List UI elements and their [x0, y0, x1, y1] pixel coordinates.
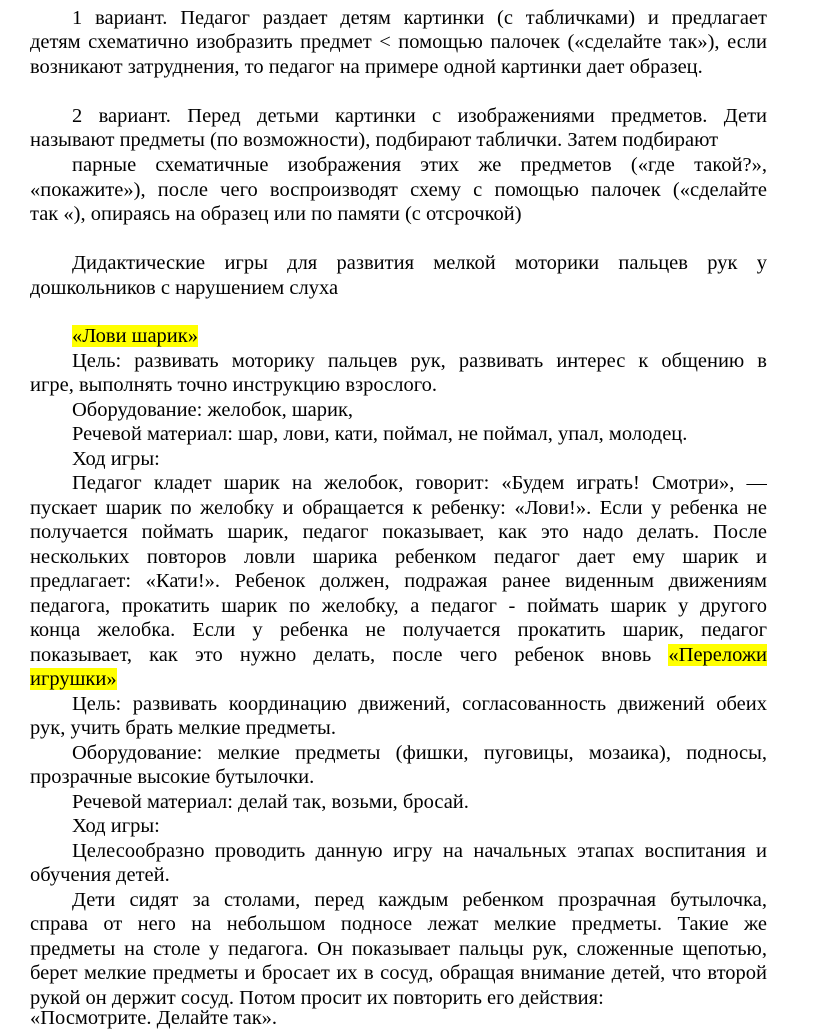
- section-heading: дошкольников с нарушением слуха: [30, 277, 339, 299]
- paragraph-line: пускает шарик по желобку и обращается к ребенку: «Лови!». Если у ребенка не: [30, 497, 767, 519]
- paragraph-line: 2 вариант. Перед детьми картинки с изображениями предметов. Дети: [72, 105, 767, 127]
- paragraph-line: Ход игры:: [72, 448, 160, 470]
- paragraph-line: обучения детей.: [30, 864, 170, 886]
- paragraph-line: называют предметы (по возможности), подбирают таблички. Затем подбирают: [30, 129, 719, 151]
- paragraph-line: Речевой материал: шар, лови, кати, поймал, не поймал, упал, молодец.: [72, 423, 688, 445]
- paragraph-line: игре, выполнять точно инструкцию взрослого.: [30, 374, 437, 396]
- paragraph-line: предлагает: «Кати!». Ребенок должен, подражая ранее виденным движениям: [30, 570, 767, 592]
- game-title: [72, 324, 767, 348]
- paragraph-line: справа от него на небольшом подносе лежат мелкие предметы. Такие же: [30, 913, 767, 935]
- paragraph-line: получается поймать шарик, педагог показывает, как это надо делать. После: [30, 521, 767, 543]
- paragraph-line: парные схематичные изображения этих же предметов («где такой?»,: [72, 154, 767, 176]
- paragraph-line: Цель: развивать моторику пальцев рук, развивать интерес к общению в: [72, 350, 767, 372]
- paragraph-line: Целесообразно проводить данную игру на начальных этапах воспитания и: [72, 840, 767, 862]
- paragraph-line: Оборудование: желобок, шарик,: [72, 399, 354, 421]
- paragraph-line: предметы на столе у педагога. Он показывает пальцы рук, сложенные щепотью,: [30, 938, 767, 960]
- paragraph-line: Ход игры:: [72, 815, 160, 837]
- paragraph-line: «Посмотрите. Делайте так».: [30, 1007, 278, 1029]
- paragraph-line: Оборудование: мелкие предметы (фишки, пуговицы, мозаика), подносы,: [72, 742, 767, 764]
- paragraph-line: рукой он держит сосуд. Потом просит их повторить его действия:: [30, 987, 604, 1009]
- paragraph-line: берет мелкие предметы и бросает их в сосуд, обращая внимание детей, что второй: [30, 962, 767, 984]
- highlighted-game-title: игрушки»: [30, 668, 117, 690]
- highlighted-game-title: «Переложи: [668, 644, 767, 666]
- paragraph-line: возникают затруднения, то педагог на примере одной картинки дает образец.: [30, 56, 703, 78]
- paragraph-line: Дети сидят за столами, перед каждым ребенком прозрачная бутылочка,: [72, 889, 767, 911]
- paragraph-line: Речевой материал: делай так, возьми, бросай.: [72, 791, 469, 813]
- paragraph-line: нескольких повторов ловли шарика ребенком педагог дает ему шарик и: [30, 546, 767, 568]
- paragraph-line: детям схематично изобразить предмет < помощью палочек («сделайте так»), если: [30, 31, 767, 53]
- paragraph-line: Цель: развивать координацию движений, согласованность движений обеих: [72, 693, 767, 715]
- paragraph-line: рук, учить брать мелкие предметы.: [30, 717, 336, 739]
- section-heading: Дидактические игры для развития мелкой моторики пальцев рук у: [72, 252, 767, 274]
- paragraph-line: прозрачные высокие бутылочки.: [30, 766, 315, 788]
- paragraph-line: 1 вариант. Педагог раздает детям картинки (с табличками) и предлагает: [72, 7, 767, 29]
- paragraph-line: Педагог кладет шарик на желобок, говорит: «Будем играть! Смотри», —: [72, 472, 767, 494]
- paragraph-text: показывает, как это нужно делать, после чего ребенок вновь: [30, 644, 652, 666]
- highlighted-game-title: «Лови шарик»: [72, 325, 198, 347]
- paragraph-line: так «), опираясь на образец или по памяти (с отсрочкой): [30, 203, 522, 225]
- paragraph-line: [30, 643, 767, 667]
- paragraph-line: «покажите»), после чего воспроизводят схему с помощью палочек («сделайте: [30, 179, 767, 201]
- paragraph-line: конца желобка. Если у ребенка не получается прокатить шарик, педагог: [30, 619, 767, 641]
- game-title-continued: [30, 667, 767, 691]
- paragraph-line: педагога, прокатить шарик по желобку, а педагог - поймать шарик у другого: [30, 595, 767, 617]
